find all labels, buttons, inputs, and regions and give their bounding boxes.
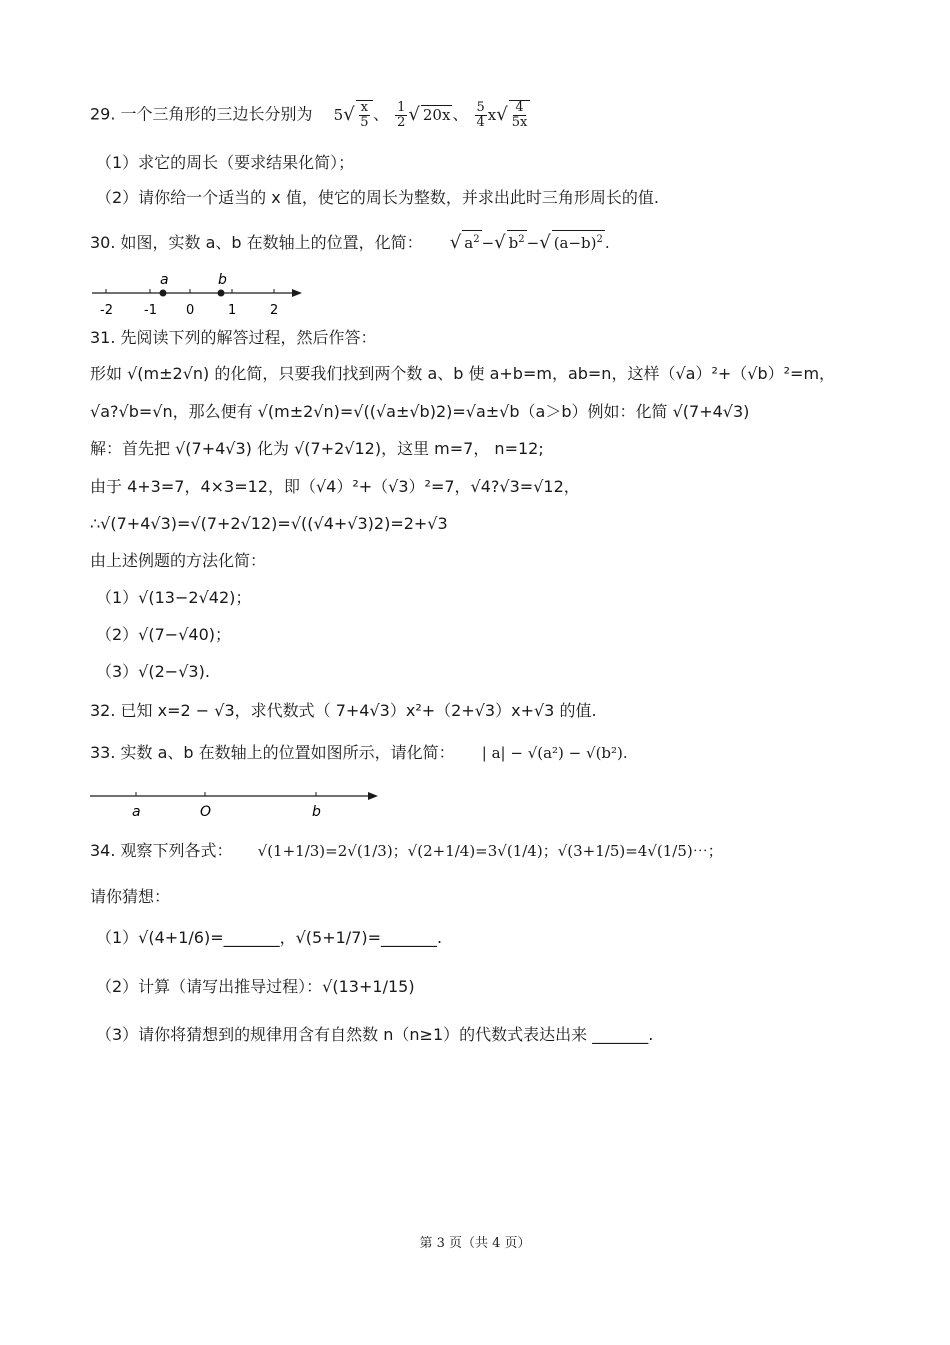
point-a-label: a [160, 272, 169, 288]
q31-line2: √a?√b=√n，那么便有 √(m±2√n)=√((√a±√b)2)=√a±√b（a＞b）例如：化简 √(7+4√3) [90, 402, 750, 421]
q30-line [90, 230, 610, 254]
point-b-label: b [218, 272, 227, 288]
axis-label-b: b [312, 804, 321, 820]
q31-line1: 形如 √(m±2√n) 的化简，只要我们找到两个数 a、b 使 a+b=m，ab=n，这样（√a）²+（√b）²=m， [90, 364, 836, 383]
q34-guess: 请你猜想： [90, 887, 171, 906]
tick-label: 1 [228, 303, 237, 318]
tick-label: 2 [270, 303, 279, 318]
q31-part2: （2）√(7−√40)； [96, 625, 232, 644]
q34-part3: （3）请你将猜想到的规律用含有自然数 n（n≥1）的代数式表达出来 _______. [96, 1025, 654, 1044]
axis-label-a: a [132, 804, 141, 820]
q31-stem: 31. 先阅读下列的解答过程，然后作答： [90, 328, 377, 347]
q33-expr: | a| − √(a²) − √(b²). [481, 744, 628, 762]
q30-stem: 30. 如图，实数 a、b 在数轴上的位置，化简： [90, 233, 423, 252]
q31-line6: 由上述例题的方法化简： [90, 551, 267, 570]
q31-part1: （1）√(13−2√42)； [96, 588, 252, 607]
q29-stem: 29. 一个三角形的三边长分别为 [90, 104, 313, 124]
q29-side-3: $\frac{5}{4}$ x√ $\frac{4}{5x}$ [474, 106, 531, 124]
q34-examples: √(1+1/3)=2√(1/3)；√(2+1/4)=3√(1/4)；√(3+1/5)=4√(1/5)⋯； [257, 842, 723, 860]
q31-part3: （3）√(2−√3). [96, 662, 210, 681]
tick-label: 0 [186, 303, 195, 318]
q31-line3: 解：首先把 √(7+4√3) 化为 √(7+2√12)，这里 m=7， n=12; [90, 439, 544, 458]
q29-part2: （2）请你给一个适当的 x 值，使它的周长为整数，并求出此时三角形周长的值. [96, 188, 659, 207]
q29-side-1: 5√ $\frac{x}{5}$ [334, 106, 373, 124]
tick-label: -2 [100, 303, 113, 318]
q33-number-line [90, 782, 390, 822]
q29-part1: （1）求它的周长（要求结果化简）； [96, 153, 355, 172]
q29-line: 29. 一个三角形的三边长分别为 5√ $\frac{x}{5}$ 、 $\frac{1}{2}$ √ 20x 、 $\frac{5}{4}$ x√ $\frac{4}{5x}$ [90, 100, 530, 130]
q30-expr: √ $a^2$ −√ $b^2$ −√ $(a-b)^2$ . [449, 232, 610, 253]
axis-label-o: O [200, 804, 212, 820]
q31-line4: 由于 4+3=7，4×3=12，即（√4）²+（√3）²=7，√4?√3=√12， [90, 477, 580, 496]
q32-text: 32. 已知 x=2 − √3，求代数式（ 7+4√3）x²+（2+√3）x+√3 的值. [90, 701, 597, 720]
point-a [160, 290, 167, 297]
tick-label: -1 [144, 303, 157, 318]
q34-stem: 34. 观察下列各式： [90, 841, 233, 860]
point-b [218, 290, 225, 297]
q34-part2: （2）计算（请写出推导过程）：√(13+1/15) [96, 977, 415, 996]
q33-stem: 33. 实数 a、b 在数轴上的位置如图所示，请化简： [90, 743, 455, 762]
page-footer: 第 3 页（共 4 页） [419, 1236, 531, 1251]
q34-part1: （1）√(4+1/6)=_______，√(5+1/7)=_______. [96, 928, 443, 947]
q31-line5: ∴√(7+4√3)=√(7+2√12)=√((√4+√3)2)=2+√3 [90, 514, 448, 533]
q29-side-2: $\frac{1}{2}$ √ 20x [397, 100, 451, 130]
q33-line [90, 742, 628, 764]
q30-number-line [90, 268, 310, 320]
q34-line [90, 840, 723, 862]
